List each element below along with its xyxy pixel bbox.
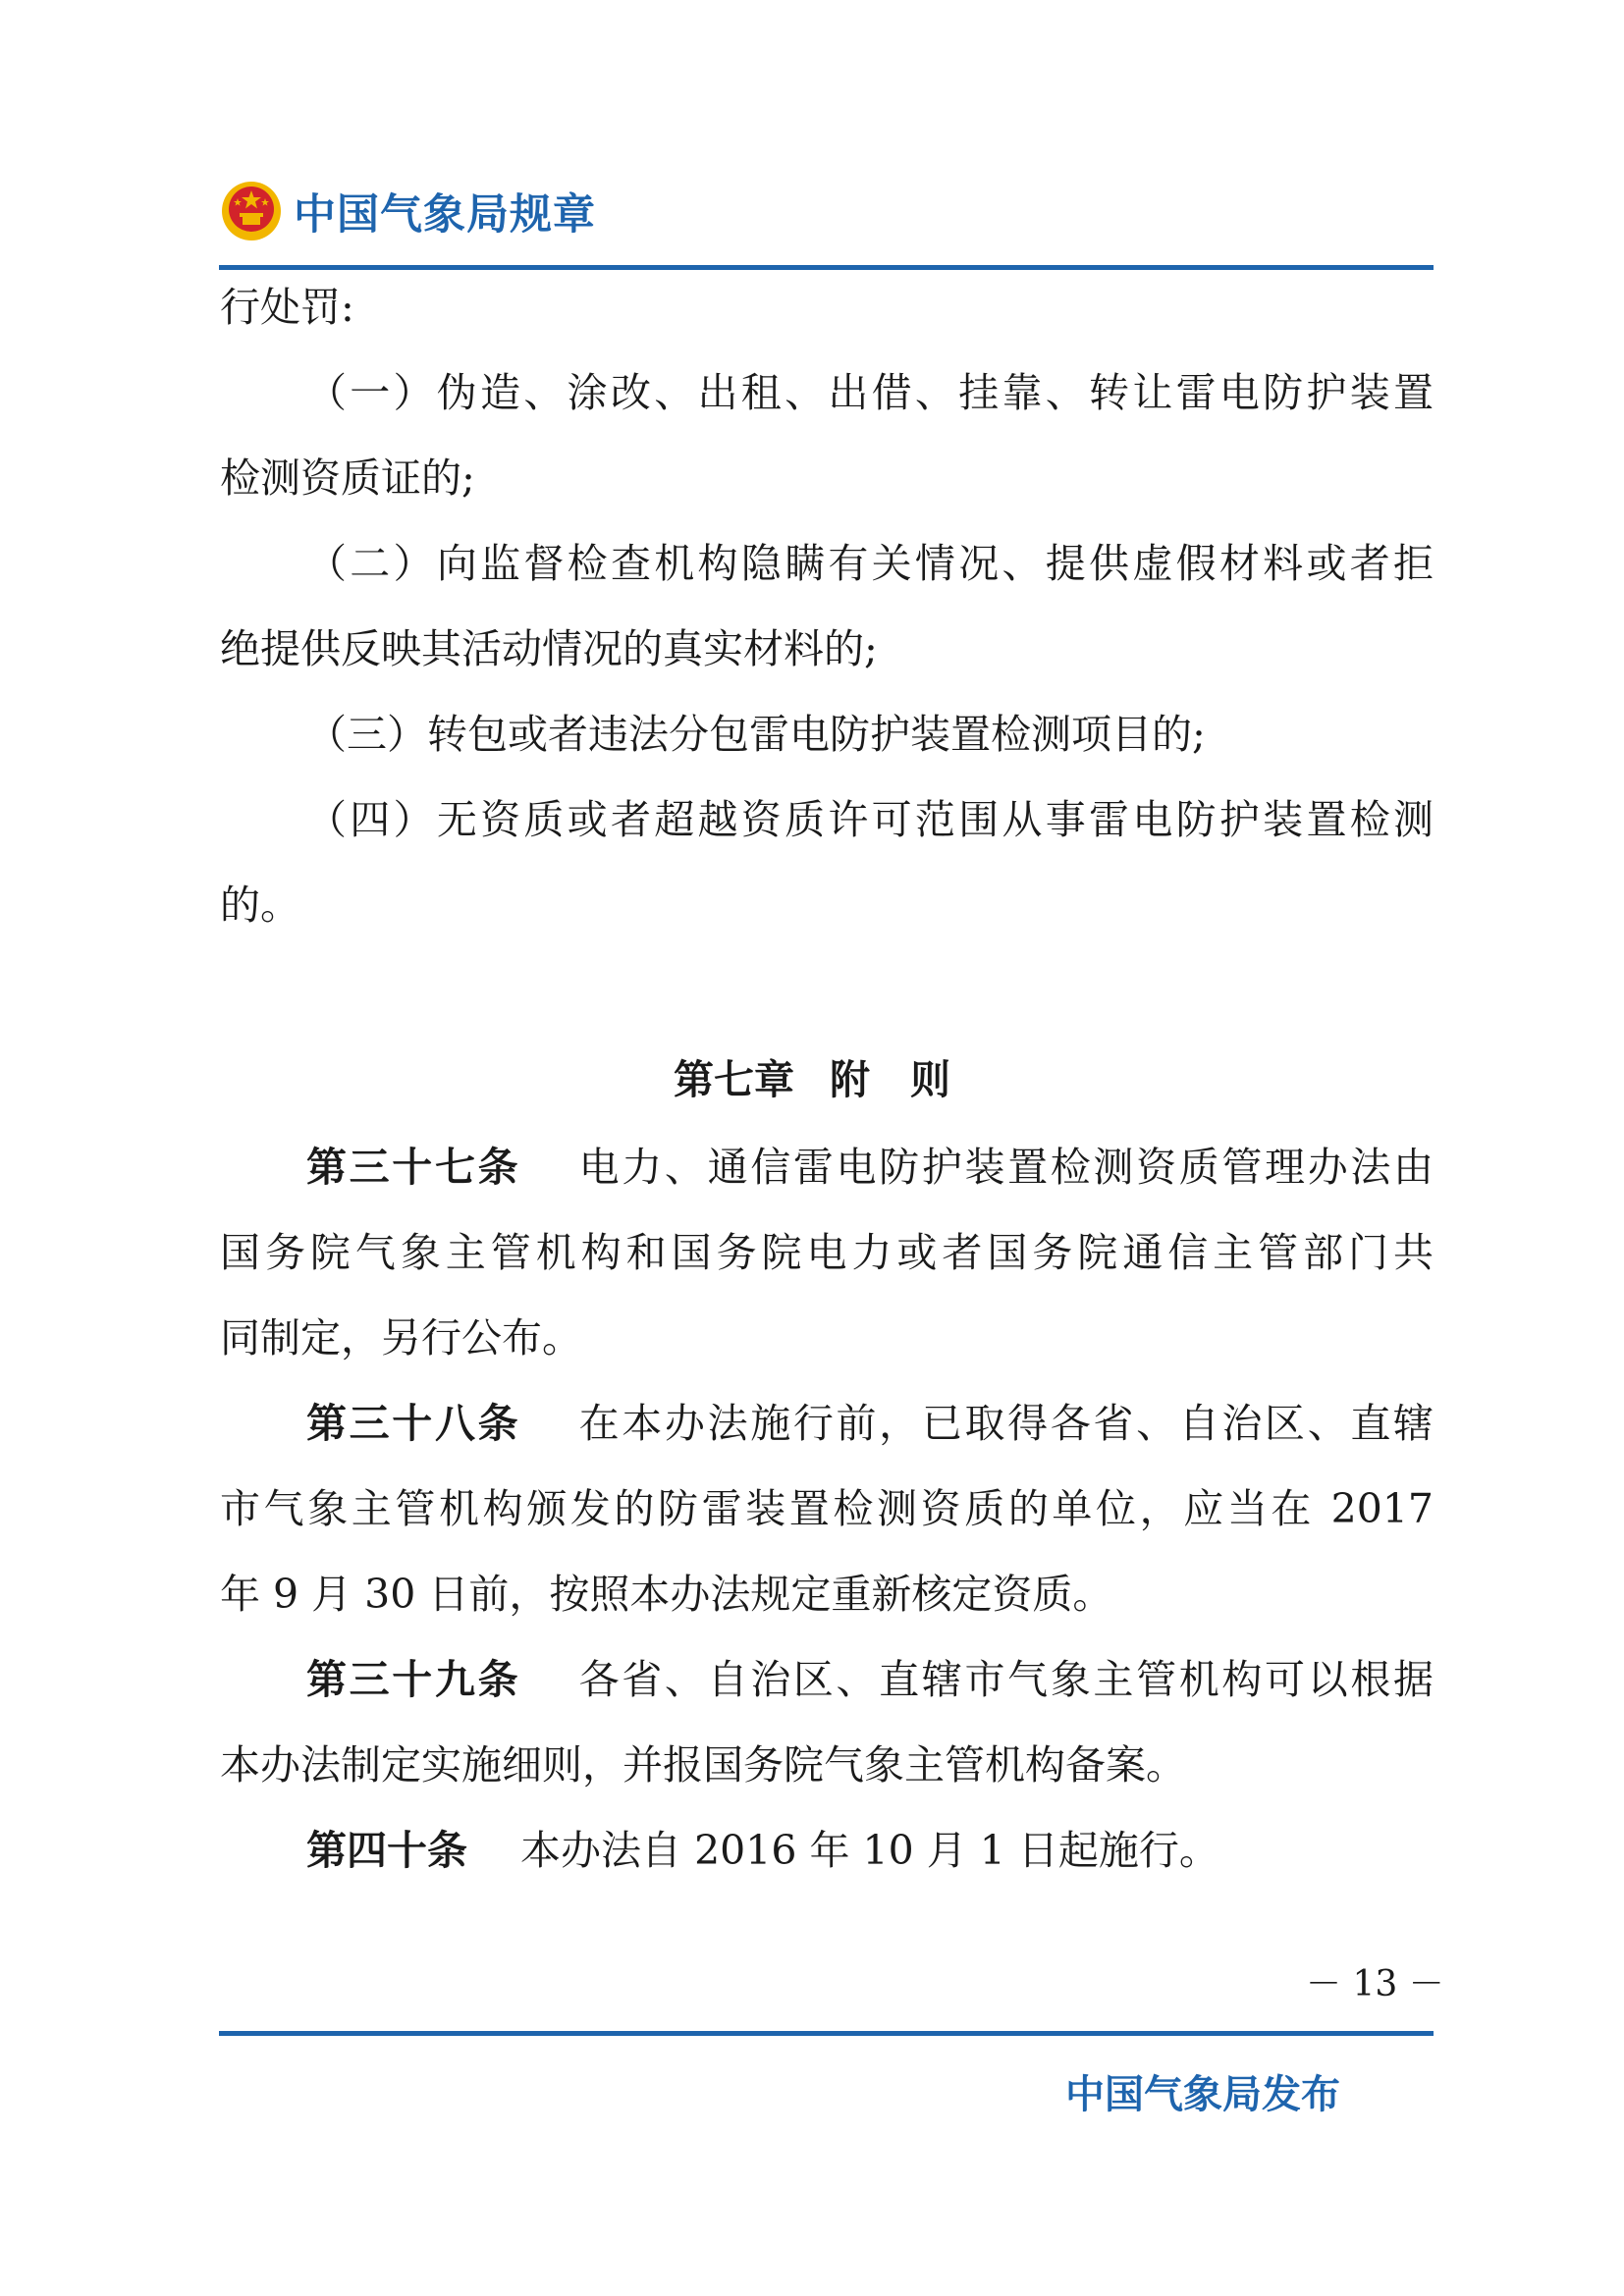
document-header — [221, 177, 596, 245]
text-line: （一）伪造、涂改、出租、出借、挂靠、转让雷电防护装置 — [306, 369, 1434, 416]
article-title: 第三十八条 — [306, 1400, 521, 1447]
text-line: 行处罚: — [220, 284, 354, 331]
text-line: 绝提供反映其活动情况的真实材料的; — [220, 625, 878, 672]
header-rule — [219, 265, 1434, 270]
text-line: （三）转包或者违法分包雷电防护装置检测项目的; — [306, 711, 1206, 758]
article-text: 在本办法施行前，已取得各省、自治区、直辖 — [578, 1400, 1434, 1447]
article-first-line — [306, 1821, 1434, 1880]
text-line: 同制定，另行公布。 — [220, 1314, 582, 1362]
article-title: 第三十七条 — [306, 1144, 521, 1191]
text-line: （二）向监督检查机构隐瞒有关情况、提供虚假材料或者拒 — [306, 540, 1434, 587]
article-title: 第三十九条 — [306, 1656, 521, 1703]
footer-publisher: 中国气象局发布 — [1065, 2072, 1340, 2117]
text-line: 的。 — [220, 881, 300, 929]
chapter-heading — [0, 1050, 1624, 1109]
article-title: 第四十条 — [306, 1827, 467, 1874]
article-first-line — [306, 1138, 1434, 1197]
article-text: 各省、自治区、直辖市气象主管机构可以根据 — [578, 1656, 1434, 1703]
chapter-label: 第七章 — [674, 1056, 794, 1103]
footer-rule — [219, 2031, 1434, 2036]
article-first-line — [306, 1394, 1434, 1453]
text-line: 年 9 月 30 日前，按照本办法规定重新核定资质。 — [220, 1571, 1113, 1618]
article-first-line — [306, 1650, 1434, 1709]
page-number: － 13 － — [1306, 1964, 1444, 2004]
article-text: 电力、通信雷电防护装置检测资质管理办法由 — [578, 1144, 1434, 1191]
text-line: （四）无资质或者超越资质许可范围从事雷电防护装置检测 — [306, 796, 1434, 843]
text-line: 本办法制定实施细则，并报国务院气象主管机构备案。 — [220, 1741, 1186, 1789]
header-title: 中国气象局规章 — [294, 189, 596, 240]
national-emblem-icon — [221, 181, 282, 241]
chapter-name: 附 则 — [830, 1056, 950, 1103]
text-line: 检测资质证的; — [220, 454, 475, 502]
article-text: 本办法自 2016 年 10 月 1 日起施行。 — [520, 1827, 1219, 1874]
text-line: 市气象主管机构颁发的防雷装置检测资质的单位，应当在 2017 — [220, 1485, 1434, 1532]
text-line: 国务院气象主管机构和国务院电力或者国务院通信主管部门共 — [220, 1229, 1434, 1276]
